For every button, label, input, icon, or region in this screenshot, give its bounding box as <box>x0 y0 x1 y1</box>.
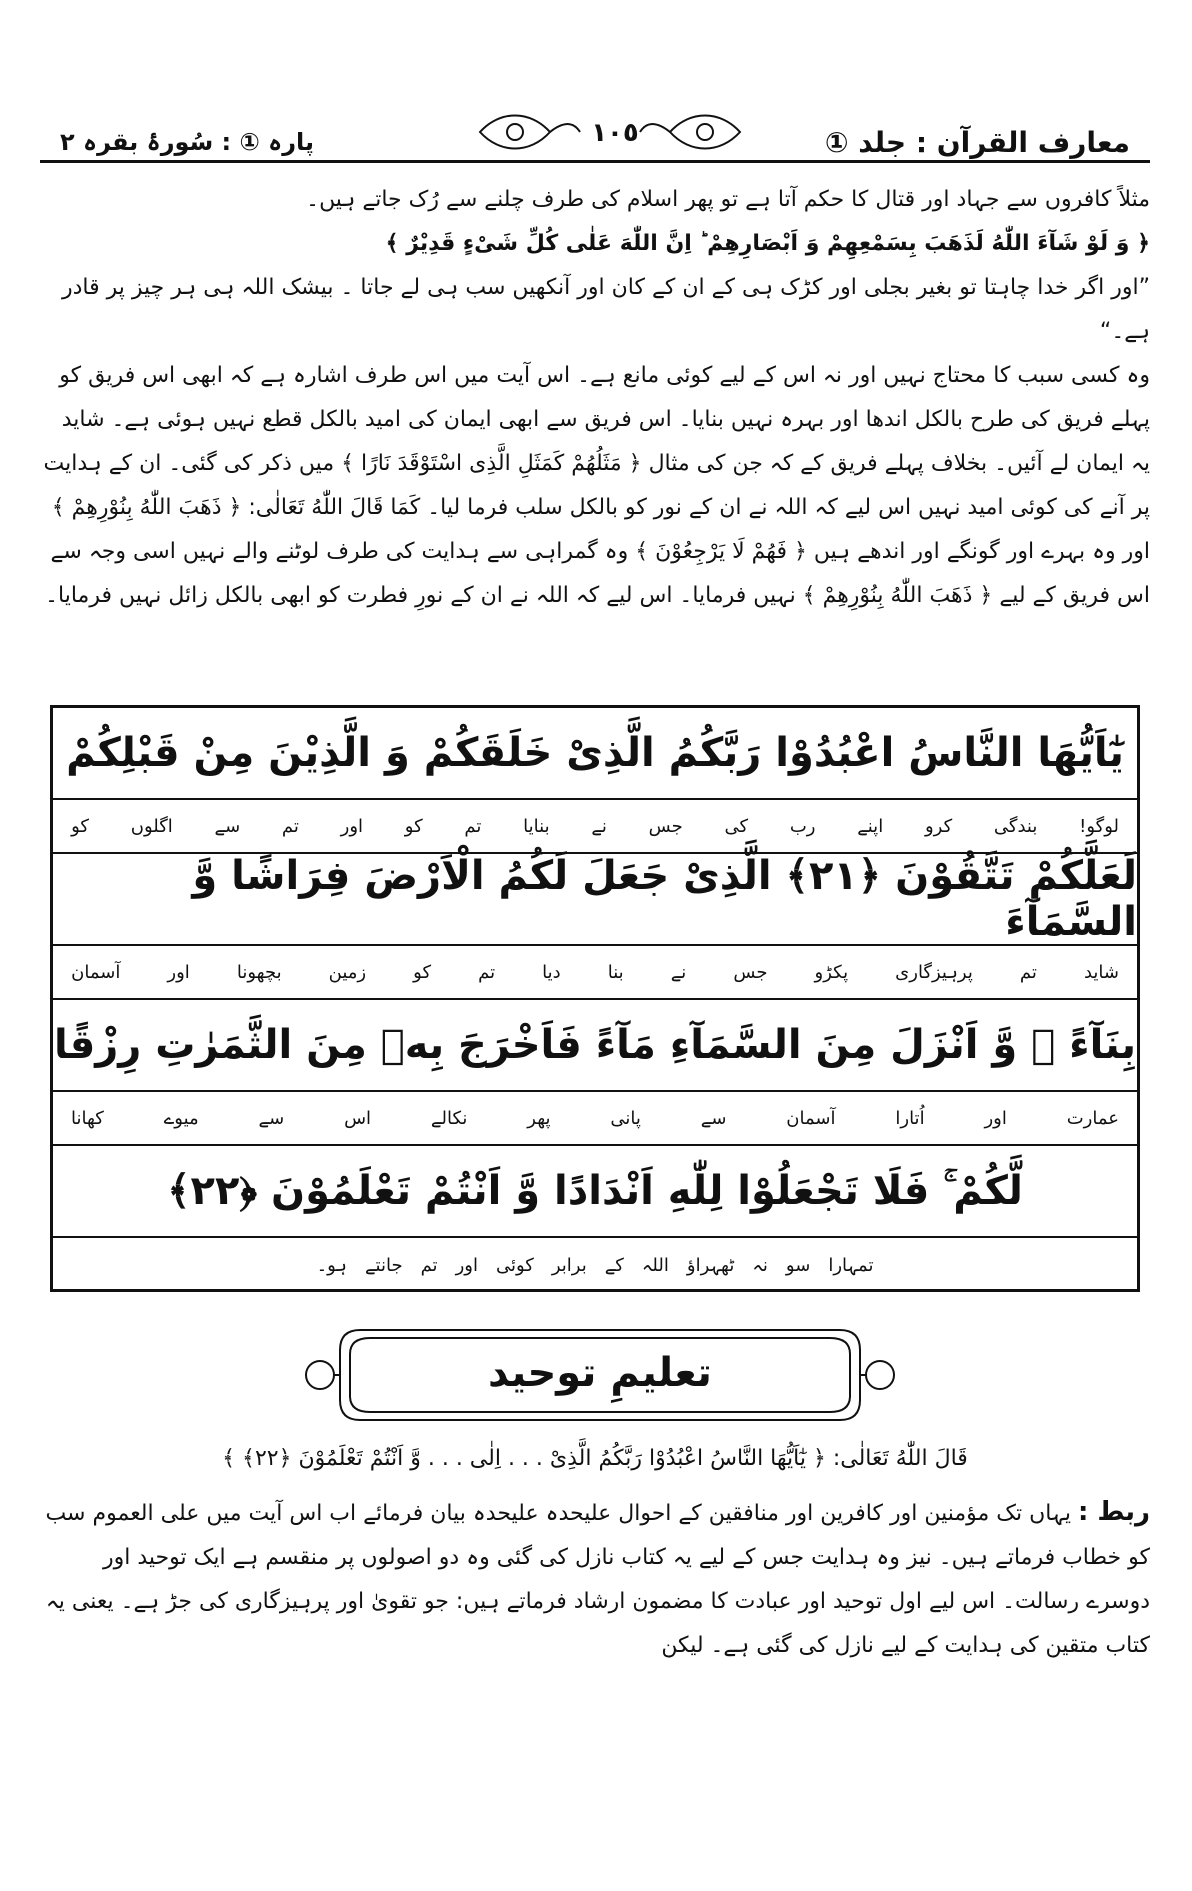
arabic-row: لَّكُمْ ۚ فَلَا تَجْعَلُوْا لِلّٰهِ اَنْدَادًا وَّ اَنْتُمْ تَعْلَمُوْنَ ﴿۲۲﴾ <box>53 1146 1137 1238</box>
word-translation: کرو <box>924 815 953 837</box>
word-translation: دیا <box>542 961 561 983</box>
word-translation: اس <box>344 1107 372 1129</box>
word-translation: تم <box>1019 961 1037 983</box>
word-translation: میوے <box>163 1107 199 1129</box>
word-translation: عمارت <box>1066 1107 1119 1129</box>
word-translation: جس <box>648 815 683 837</box>
rabt-text: یہاں تک مؤمنین اور کافرین اور منافقین کے احوال علیحدہ علیحدہ بیان فرمائے اب اس آیت میں علی العموم سب کو خطاب فرماتے ہیں۔ نیز وہ ہدایت جس کے لیے یہ کتاب نازل کی گئی وہ دو اصولوں پر منقسم ہے ایک توحید اور دوسرے رسالت۔ اس لیے اول توحید اور عبادت کا مضمون ارشاد فرماتے ہیں: جو تقویٰ اور پرہیزگاری کی جڑ ہے۔ یعنی یہ کتاب متقین کی ہدایت کے لیے نازل کی گئی ہے۔ لیکن <box>45 1501 1150 1658</box>
section-heading <box>300 1320 900 1430</box>
word-translation: نے <box>670 961 687 983</box>
word-translation: نے <box>591 815 607 837</box>
word-translation: تمہارا <box>828 1254 874 1276</box>
word-translation: اور <box>455 1254 478 1276</box>
word-translation: برابر <box>551 1254 587 1276</box>
word-translation: آسمان <box>786 1107 836 1129</box>
word-translation: کی <box>724 815 749 837</box>
commentary-line: مثلاً کافروں سے جہاد اور قتال کا حکم آتا ہے تو پھر اسلام کی طرف چلنے سے رُک جاتے ہیں۔ <box>306 187 1150 212</box>
header-book-title: معارف القرآن : جلد ① <box>824 126 1130 159</box>
header-rule <box>40 160 1150 163</box>
word-translation: اور <box>984 1107 1007 1129</box>
arabic-row: بِنَآءً ۠ وَّ اَنْزَلَ مِنَ السَّمَآءِ مَآءً فَاَخْرَجَ بِهٖ مِنَ الثَّمَرٰتِ رِزْقًا <box>53 1000 1137 1092</box>
word-translation: لوگو! <box>1079 815 1119 837</box>
word-translation: اپنے <box>857 815 884 837</box>
word-translation: کو <box>413 961 432 983</box>
word-translation: سے <box>258 1107 285 1129</box>
translation-row <box>53 1238 1137 1292</box>
word-translation: تم <box>464 815 482 837</box>
word-translation: زمین <box>328 961 367 983</box>
word-translation: اور <box>340 815 364 837</box>
page-header <box>40 96 1150 176</box>
word-translation: بنا <box>607 961 624 983</box>
word-translation: تم <box>281 815 299 837</box>
word-translation: سو <box>785 1254 811 1276</box>
rabt-text-line <box>40 1490 1150 1668</box>
commentary-paragraph: وہ کسی سبب کا محتاج نہیں اور نہ اس کے لیے کوئی مانع ہے۔ اس آیت میں اس طرف اشارہ ہے کہ ابھی اس فریق کو پہلے فریق کی طرح بالکل اندھا اور بہرہ نہیں بنایا۔ اس فریق سے ابھی ایمان کی امید بالکل قطع نہیں ہوئی ہے۔ شاید یہ ایمان لے آئیں۔ بخلاف پہلے فریق کے کہ جن کی مثال ﴿ مَثَلُهُمْ كَمَثَلِ الَّذِی اسْتَوْقَدَ نَارًا ﴾ میں ذکر کی گئی۔ ان کے ہدایت پر آنے کی کوئی امید نہیں اس لیے کہ اللہ نے ان کے نور کو بالکل سلب فرما لیا۔ کَمَا قَالَ اللّٰهُ تَعَالٰى: ﴿ ذَهَبَ اللّٰهُ بِنُوْرِهِمْ ﴾ اور وہ بہرے اور گونگے اور اندھے ہیں ﴿ فَهُمْ لَا يَرْجِعُوْنَ ﴾ وہ گمراہی سے ہدایت کی طرف لوٹنے والے نہیں اسی وجہ سے اس فریق کے لیے ﴿ ذَهَبَ اللّٰهُ بِنُوْرِهِمْ ﴾ نہیں فرمایا۔ اس لیے کہ اللہ نے ان کے نورِ فطرت کو ابھی بالکل زائل نہیں فرمایا۔ <box>43 363 1150 608</box>
word-translation: نہ <box>752 1254 768 1276</box>
ayat-table <box>50 705 1140 1292</box>
word-translation: اُتارا <box>895 1107 925 1129</box>
word-translation: پکڑو <box>814 961 849 983</box>
word-translation: کے <box>604 1254 624 1276</box>
word-translation: سے <box>214 815 241 837</box>
word-translation: تم <box>420 1254 438 1276</box>
arabic-row: لَعَلَّكُمْ تَتَّقُوْنَ ﴿۲۱﴾ الَّذِیْ جَعَلَ لَكُمُ الْاَرْضَ فِرَاشًا وَّ السَّمَآءَ <box>53 854 1137 946</box>
word-translation: کھانا <box>71 1107 104 1129</box>
translation-row <box>53 946 1137 1000</box>
word-translation: کو <box>71 815 89 837</box>
word-translation: بندگی <box>993 815 1038 837</box>
word-translation: جانتے <box>364 1254 403 1276</box>
word-translation: اللہ <box>641 1254 669 1276</box>
header-para: پارہ ① : سُورۂ بقرہ ۲ <box>60 128 315 156</box>
word-translation: پرہیزگاری <box>895 961 973 983</box>
word-translation: بنایا <box>523 815 550 837</box>
translation-row <box>53 1092 1137 1146</box>
word-translation: اور <box>167 961 190 983</box>
word-translation: ٹھہراؤ <box>686 1254 735 1276</box>
section-reference: قَالَ اللّٰهُ تَعَالٰى: ﴿ يٰٓاَيُّهَا النَّاسُ اعْبُدُوْا رَبَّكُمُ الَّذِیْ . . . اِلٰى . . . وَّ اَنْتُمْ تَعْلَمُوْنَ ﴿۲۲﴾ ﴾ <box>222 1446 968 1471</box>
word-translation: سے <box>700 1107 727 1129</box>
word-translation: جس <box>733 961 768 983</box>
translation-row <box>53 800 1137 854</box>
word-translation: شاید <box>1083 961 1119 983</box>
word-translation: پانی <box>610 1107 641 1129</box>
rabt-label: ربط : <box>1077 1497 1150 1527</box>
arabic-row: يٰٓاَيُّهَا النَّاسُ اعْبُدُوْا رَبَّكُمُ الَّذِیْ خَلَقَكُمْ وَ الَّذِیْنَ مِنْ قَبْلِكُمْ <box>53 708 1137 800</box>
word-translation: اگلوں <box>130 815 173 837</box>
word-translation: تم <box>478 961 496 983</box>
word-translation: بچھونا <box>236 961 282 983</box>
verse-citation: ﴿ وَ لَوْ شَآءَ اللّٰهُ لَذَهَبَ بِسَمْعِهِمْ وَ اَبْصَارِهِمْ ؕ اِنَّ اللّٰهَ عَلٰى كُلِّ شَیْءٍ قَدِیْرٌ ﴾ <box>385 231 1150 256</box>
word-translation: کو <box>404 815 423 837</box>
word-translation: آسمان <box>71 961 121 983</box>
commentary-block <box>40 178 1150 618</box>
word-translation: کوئی <box>495 1254 534 1276</box>
section-title: تعلیمِ توحید <box>488 1350 712 1396</box>
rabt-paragraph <box>40 1490 1150 1668</box>
page-number: ١٠٥ <box>591 118 639 148</box>
word-translation: پھر <box>527 1107 551 1129</box>
word-translation: ہو۔ <box>316 1254 347 1276</box>
verse-translation: ”اور اگر خدا چاہتا تو بغیر بجلی اور کڑک ہی کے ان کے کان اور آنکھیں سب ہی لے جاتا ۔ بیشک اللہ ہی ہر چیز پر قادر ہے۔“ <box>61 275 1150 344</box>
word-translation: رب <box>789 815 816 837</box>
word-translation: نکالے <box>430 1107 468 1129</box>
